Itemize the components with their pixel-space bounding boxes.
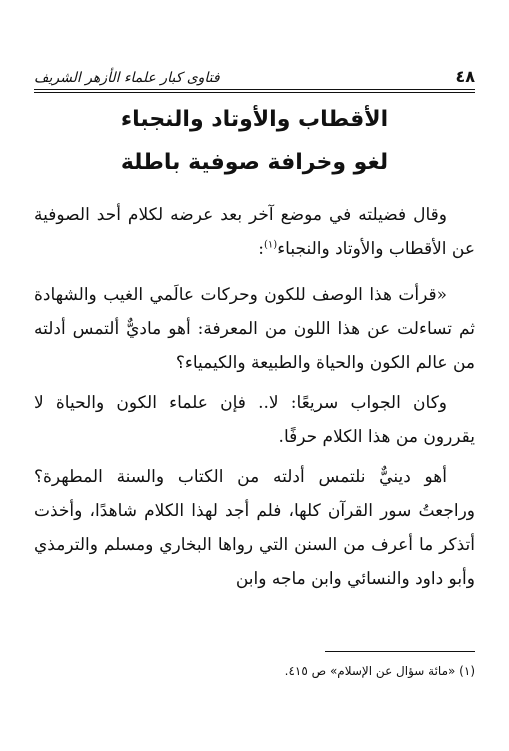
running-title: فتاوى كبار علماء الأزهر الشريف <box>34 70 220 86</box>
quote-paragraph-3: أهو دينيٌّ نلتمس أدلته من الكتاب والسنة المطهرة؟ وراجعتُ سور القرآن كلها، فلم أجد لهذا الكلام شاهدًا، وأخذت أتذكر ما أعرف من السنن التي رواها البخاري ومسلم والترمذي وأبو داود والنسائي وابن ماجه وابن <box>34 467 475 589</box>
chapter-subtitle: لغو وخرافة صوفية باطلة <box>120 150 389 175</box>
header-rule <box>34 89 475 90</box>
quote-paragraph-1: «قرأت هذا الوصف للكون وحركات عالَمي الغيب والشهادة ثم تساءلت عن هذا اللون من المعرفة: أهو ماديٌّ ألتمس أدلته من عالم الكون والحياة والطبيعة والكيمياء؟ <box>34 285 475 373</box>
running-header <box>34 62 475 86</box>
footnote: (١) «مائة سؤال عن الإسلام» ص ٤١٥. <box>284 664 475 678</box>
intro-end: : <box>258 239 264 259</box>
quote-paragraph-2: وكان الجواب سريعًا: لا.. فإن علماء الكون والحياة لا يقررون من هذا الكلام حرفًا. <box>34 393 475 447</box>
intro-text: وقال فضيلته في موضع آخر بعد عرضه لكلام أحد الصوفية عن الأقطاب والأوتاد والنجباء <box>34 205 475 259</box>
page-number: ٤٨ <box>455 67 475 86</box>
body-text <box>34 198 475 606</box>
chapter-title: الأقطاب والأوتاد والنجباء <box>120 107 389 132</box>
footnote-rule <box>325 651 475 652</box>
intro-paragraph <box>34 198 475 266</box>
footnote-reference: (١) <box>264 239 278 251</box>
header-rule-thin <box>34 92 475 93</box>
